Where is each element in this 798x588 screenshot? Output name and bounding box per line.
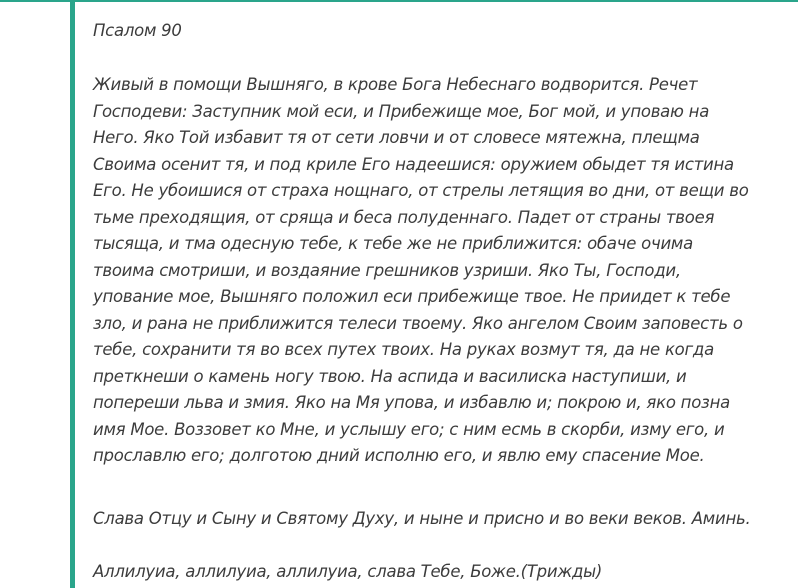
blockquote-accent-bar bbox=[70, 2, 75, 588]
psalm-text: Живый в помощи Вышняго, в крове Бога Небеснаго водворится. Речет Господеви: Заступник мой еси, и Прибежище мое, Бог мой, и уповаю на Него. Яко Той избавит тя от сети ловчи и от словесе мятежна, плещма Своима осенит тя, и под криле Его надеешися: оружием обыдет тя истина Его. Не убоишися от страха нощнаго, от стрелы летящия во дни, от вещи во тьме преходящия, от сряща и беса полуденнаго. Падет от страны твоея тысяща, и тма одесную тебе, к тебе же не приближится: обаче очима твоима смотриши, и воздаяние грешников узриши. Яко Ты, Господи, упование мое, Вышняго положил еси прибежище твое. Не приидет к тебе зло, и рана не приближится телеси твоему. Яко ангелом Своим заповесть о тебе, сохранити тя во всех путех твоих. На руках возмут тя, да не когда преткнеши о камень ногу твою. На аспида и василиска наступиши, и попереши льва и змия. Яко на Мя упова, и избавлю и; покрою и, яко позна имя Мое. Воззовет ко Мне, и услышу его; с ним есмь в скорби, изму его, и прославлю его; долготою дний исполню его, и явлю ему спасение Мое. bbox=[93, 75, 749, 465]
alleluia-text: Аллилуиа, аллилуиа, аллилуиа, слава Тебе, Боже.(Трижды) bbox=[93, 562, 603, 581]
psalm-title: Псалом 90 bbox=[93, 21, 182, 40]
doxology-text: Слава Отцу и Сыну и Святому Духу, и ныне и присно и во веки веков. Аминь. bbox=[93, 509, 751, 528]
content-area bbox=[0, 2, 798, 588]
